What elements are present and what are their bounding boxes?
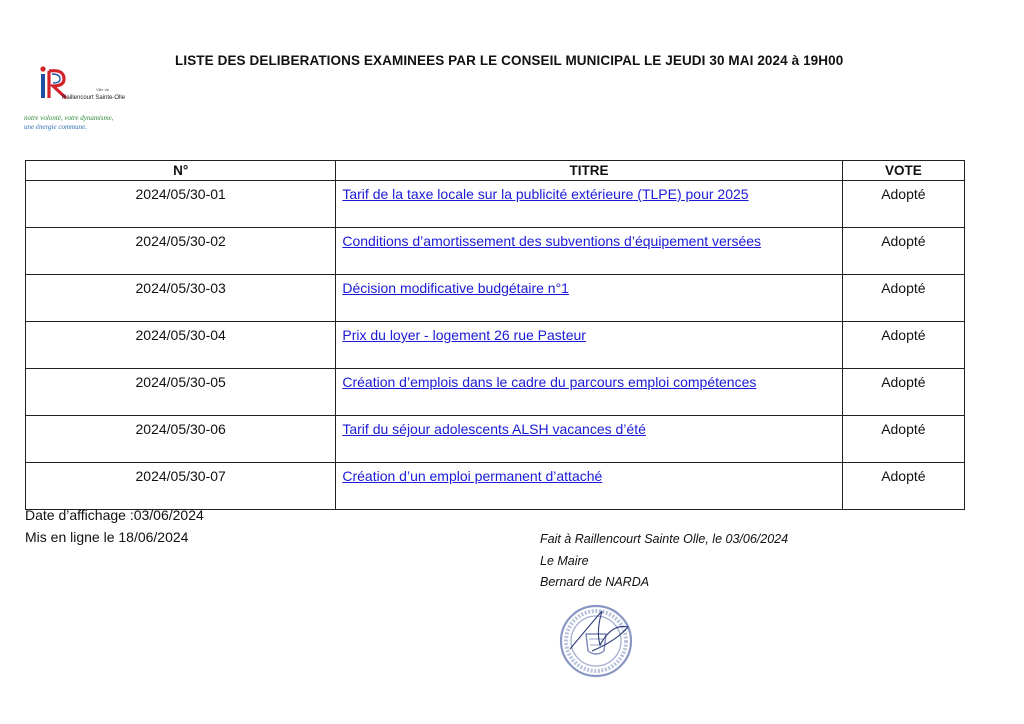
row-num: 2024/05/30-06 — [26, 416, 336, 463]
deliberations-table — [25, 160, 965, 510]
table-row — [26, 275, 965, 322]
table-header-row — [26, 161, 965, 181]
town-prefix: Ville de — [96, 87, 110, 92]
row-vote: Adopté — [842, 322, 964, 369]
date-mise-en-ligne: Mis en ligne le 18/06/2024 — [25, 529, 189, 545]
row-num: 2024/05/30-05 — [26, 369, 336, 416]
table-row — [26, 416, 965, 463]
row-vote: Adopté — [842, 416, 964, 463]
motto-line-1: notre volonté, votre dynamisme, — [24, 114, 114, 122]
row-vote: Adopté — [842, 181, 964, 228]
table-row — [26, 228, 965, 275]
table-row — [26, 322, 965, 369]
header-titre: TITRE — [336, 161, 842, 181]
signature-role: Le Maire — [540, 553, 589, 568]
row-num: 2024/05/30-02 — [26, 228, 336, 275]
row-num: 2024/05/30-04 — [26, 322, 336, 369]
row-vote: Adopté — [842, 228, 964, 275]
row-vote: Adopté — [842, 369, 964, 416]
deliberation-link[interactable]: Tarif du séjour adolescents ALSH vacances d’été — [342, 421, 646, 437]
deliberation-link[interactable]: Prix du loyer - logement 26 rue Pasteur — [342, 327, 586, 343]
row-num: 2024/05/30-03 — [26, 275, 336, 322]
header-vote: VOTE — [842, 161, 964, 181]
town-logo — [22, 55, 127, 135]
date-affichage: Date d’affichage :03/06/2024 — [25, 507, 204, 523]
signature-name: Bernard de NARDA — [540, 575, 650, 589]
town-motto — [24, 114, 114, 132]
row-vote: Adopté — [842, 463, 964, 510]
motto-line-2: une énergie commune. — [24, 123, 87, 131]
publication-dates — [25, 504, 204, 548]
row-num: 2024/05/30-01 — [26, 181, 336, 228]
table-row — [26, 369, 965, 416]
town-name: Raillencourt Sainte-Olle — [62, 95, 126, 101]
document-title: LISTE DES DELIBERATIONS EXAMINEES PAR LE CONSEIL MUNICIPAL LE JEUDI 30 MAI 2024 à 19H00 — [175, 53, 844, 68]
row-vote: Adopté — [842, 275, 964, 322]
deliberation-link[interactable]: Création d’un emploi permanent d’attaché — [342, 468, 603, 484]
deliberation-link[interactable]: Décision modificative budgétaire n°1 — [342, 280, 569, 296]
deliberation-link[interactable]: Création d’emplois dans le cadre du parcours emploi compétences — [342, 374, 757, 390]
official-seal-stamp-icon — [556, 601, 636, 681]
deliberation-link[interactable]: Conditions d’amortissement des subventions d’équipement versées — [342, 233, 762, 249]
deliberation-link[interactable]: Tarif de la taxe locale sur la publicité extérieure (TLPE) pour 2025 — [342, 186, 749, 202]
signature-place-date: Fait à Raillencourt Sainte Olle, le 03/06/2024 — [540, 532, 789, 546]
header-num: N° — [26, 161, 336, 181]
signature-block — [540, 529, 788, 594]
table-row — [26, 463, 965, 510]
table-row — [26, 181, 965, 228]
row-num: 2024/05/30-07 — [26, 463, 336, 510]
